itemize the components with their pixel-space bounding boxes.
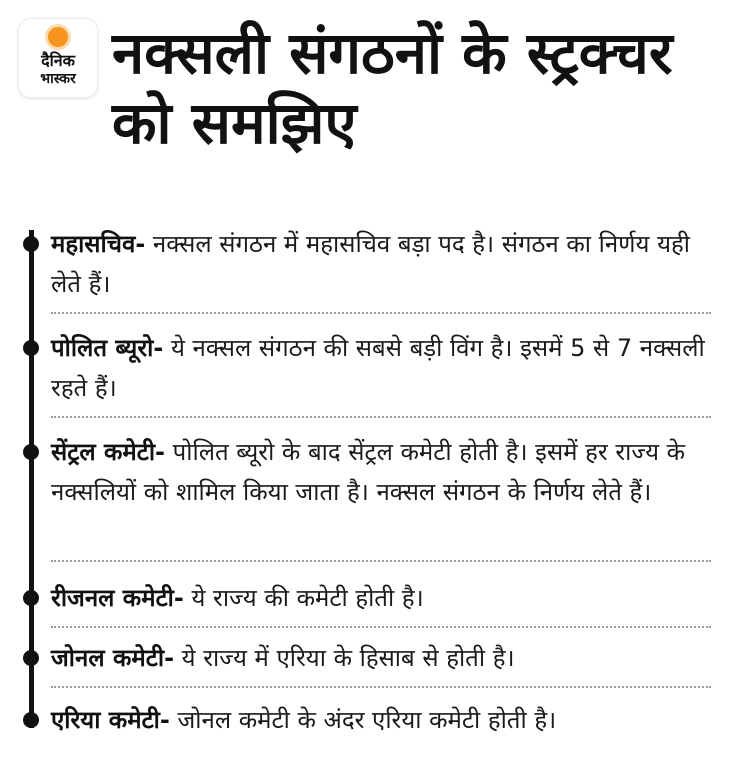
item-description: पोलित ब्यूरो के बाद सेंट्रल कमेटी होती है। इसमें हर राज्य के नक्सलियों को शामिल किया जाता है। नक्सल संगठन के निर्णय लेते हैं। [51, 438, 686, 506]
item-label: जोनल कमेटी- [51, 644, 175, 672]
bullet-dot [23, 236, 39, 252]
divider [51, 686, 711, 688]
item-text [51, 432, 719, 512]
item-label: रीजनल कमेटी- [51, 584, 184, 612]
item-label: सेंट्रल कमेटी- [51, 438, 166, 466]
sun-icon [48, 27, 68, 47]
item-text [51, 700, 719, 740]
item-description: जोनल कमेटी के अंदर एरिया कमेटी होती है। [169, 706, 557, 734]
item-text [51, 328, 719, 408]
item-text [51, 224, 719, 304]
bullet-dot [23, 444, 39, 460]
item-description: नक्सल संगठन में महासचिव बड़ा पद है। संगठन का निर्णय यही लेते हैं। [51, 230, 690, 298]
divider [51, 560, 711, 562]
item-label: महासचिव- [51, 230, 146, 258]
logo-text-line1: दैनिक [41, 51, 75, 70]
item-text [51, 578, 719, 618]
item-label: एरिया कमेटी- [51, 706, 170, 734]
bullet-dot [23, 712, 39, 728]
page-title: नक्सली संगठनों के स्ट्रक्चर को समझिए [112, 19, 673, 157]
dainik-bhaskar-logo [19, 19, 97, 97]
divider [51, 626, 711, 628]
divider [51, 312, 711, 314]
bullet-dot [23, 590, 39, 606]
item-description: ये राज्य में एरिया के हिसाब से होती है। [174, 644, 515, 672]
bullet-dot [23, 340, 39, 356]
item-description: ये राज्य की कमेटी होती है। [183, 584, 424, 612]
logo-text-line2: भास्कर [40, 71, 76, 87]
divider [51, 416, 711, 418]
bullet-dot [23, 650, 39, 666]
item-label: पोलित ब्यूरो- [51, 334, 164, 362]
item-description: ये नक्सल संगठन की सबसे बड़ी विंग है। इसमें 5 से 7 नक्सली रहते हैं। [51, 334, 705, 402]
item-text [51, 638, 719, 678]
